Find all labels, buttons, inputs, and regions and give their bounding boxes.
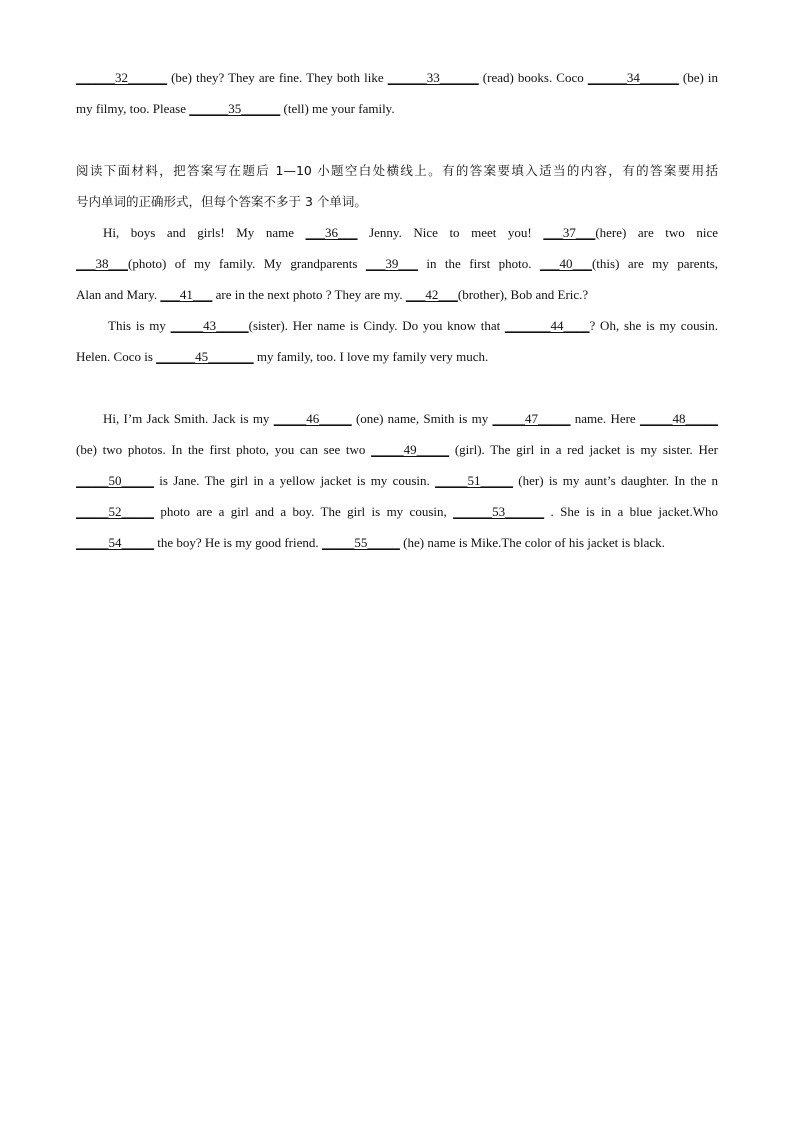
blank-52[interactable]: _____52_____ [76, 504, 154, 519]
text: (photo) of my family. My grandparents [128, 256, 366, 271]
text: (girl). The girl in a red jacket is my sister. Her [449, 442, 718, 457]
text: the boy? He is my good friend. [154, 535, 322, 550]
text: ? Oh, she is my cousin. [589, 318, 718, 333]
para3-line1 [76, 310, 718, 341]
blank-42[interactable]: ___42___ [405, 287, 458, 302]
text: photo are a girl and a boy. The girl is my cousin, [154, 504, 454, 519]
text: (be) two photos. In the first photo, you can see two [76, 442, 372, 457]
blank-41[interactable]: ___41___ [160, 287, 213, 302]
text: (her) is my aunt’s daughter. In the n [513, 473, 718, 488]
blank-34[interactable]: ______34______ [587, 70, 679, 85]
para1-line2 [76, 93, 718, 124]
blank-54[interactable]: _____54_____ [76, 535, 154, 550]
text: Hi, I’m Jack Smith. Jack is my [103, 411, 274, 426]
blank-36[interactable]: ___36___ [305, 225, 358, 240]
text: Hi, boys and girls! My name [103, 225, 306, 240]
text: my family, too. I love my family very much. [253, 349, 489, 364]
blank-33[interactable]: ______33______ [387, 70, 479, 85]
para2-line1 [76, 217, 718, 248]
spacer [76, 372, 718, 403]
text: (he) name is Mike.The color of his jacket is black. [399, 535, 665, 550]
text: (sister). Her name is Cindy. Do you know that [248, 318, 506, 333]
blank-48[interactable]: _____48_____ [639, 411, 718, 426]
text: (be) in [678, 70, 718, 85]
blank-45[interactable]: ______45_______ [156, 349, 254, 364]
blank-39[interactable]: ___39___ [365, 256, 418, 271]
blank-43[interactable]: _____43_____ [170, 318, 249, 333]
text: Helen. Coco is [76, 349, 157, 364]
document-page [76, 62, 718, 558]
text: (tell) me your family. [280, 101, 395, 116]
text: are in the next photo ? They are my. [212, 287, 406, 302]
blank-50[interactable]: _____50_____ [76, 473, 154, 488]
blank-47[interactable]: _____47_____ [492, 411, 571, 426]
text: (read) books. Coco [478, 70, 588, 85]
text: . She is in a blue jacket.Who [544, 504, 718, 519]
text: my filmy, too. Please [76, 101, 190, 116]
text: name. Here [570, 411, 640, 426]
blank-44[interactable]: _______44____ [505, 318, 590, 333]
text: (one) name, Smith is my [351, 411, 493, 426]
text: (be) they? They are fine. They both like [167, 70, 388, 85]
para1-line1 [76, 62, 718, 93]
para4-line5 [76, 527, 718, 558]
para2-line3 [76, 279, 718, 310]
blank-40[interactable]: ___40___ [539, 256, 592, 271]
instruction-line1: 阅读下面材料，把答案写在题后 1—10 小题空白处横线上。有的答案要填入适当的内容，有的答案要用括 [76, 163, 718, 178]
text: in the first photo. [417, 256, 540, 271]
blank-38[interactable]: ___38___ [76, 256, 128, 271]
para3-line2 [76, 341, 718, 372]
blank-37[interactable]: ___37___ [543, 225, 596, 240]
instruction-line2: 号内单词的正确形式，但每个答案不多于 3 个单词。 [76, 194, 367, 209]
text: Jenny. Nice to meet you! [357, 225, 544, 240]
spacer [76, 124, 718, 155]
para2-line2 [76, 248, 718, 279]
text: is Jane. The girl in a yellow jacket is my cousin. [154, 473, 436, 488]
text: This is my [108, 318, 171, 333]
blank-51[interactable]: _____51_____ [435, 473, 514, 488]
text: (this) are my parents, [591, 256, 718, 271]
blank-49[interactable]: _____49_____ [371, 442, 450, 457]
text: (brother), Bob and Eric.? [457, 287, 589, 302]
para4-line2 [76, 434, 718, 465]
blank-55[interactable]: _____55_____ [321, 535, 400, 550]
para4-line1 [76, 403, 718, 434]
blank-46[interactable]: _____46_____ [273, 411, 352, 426]
blank-32[interactable]: ______32______ [76, 70, 167, 85]
text: (here) are two nice [595, 225, 718, 240]
blank-35[interactable]: ______35______ [189, 101, 281, 116]
para4-line4 [76, 496, 718, 527]
text: Alan and Mary. [76, 287, 161, 302]
blank-53[interactable]: ______53______ [453, 504, 545, 519]
para4-line3 [76, 465, 718, 496]
